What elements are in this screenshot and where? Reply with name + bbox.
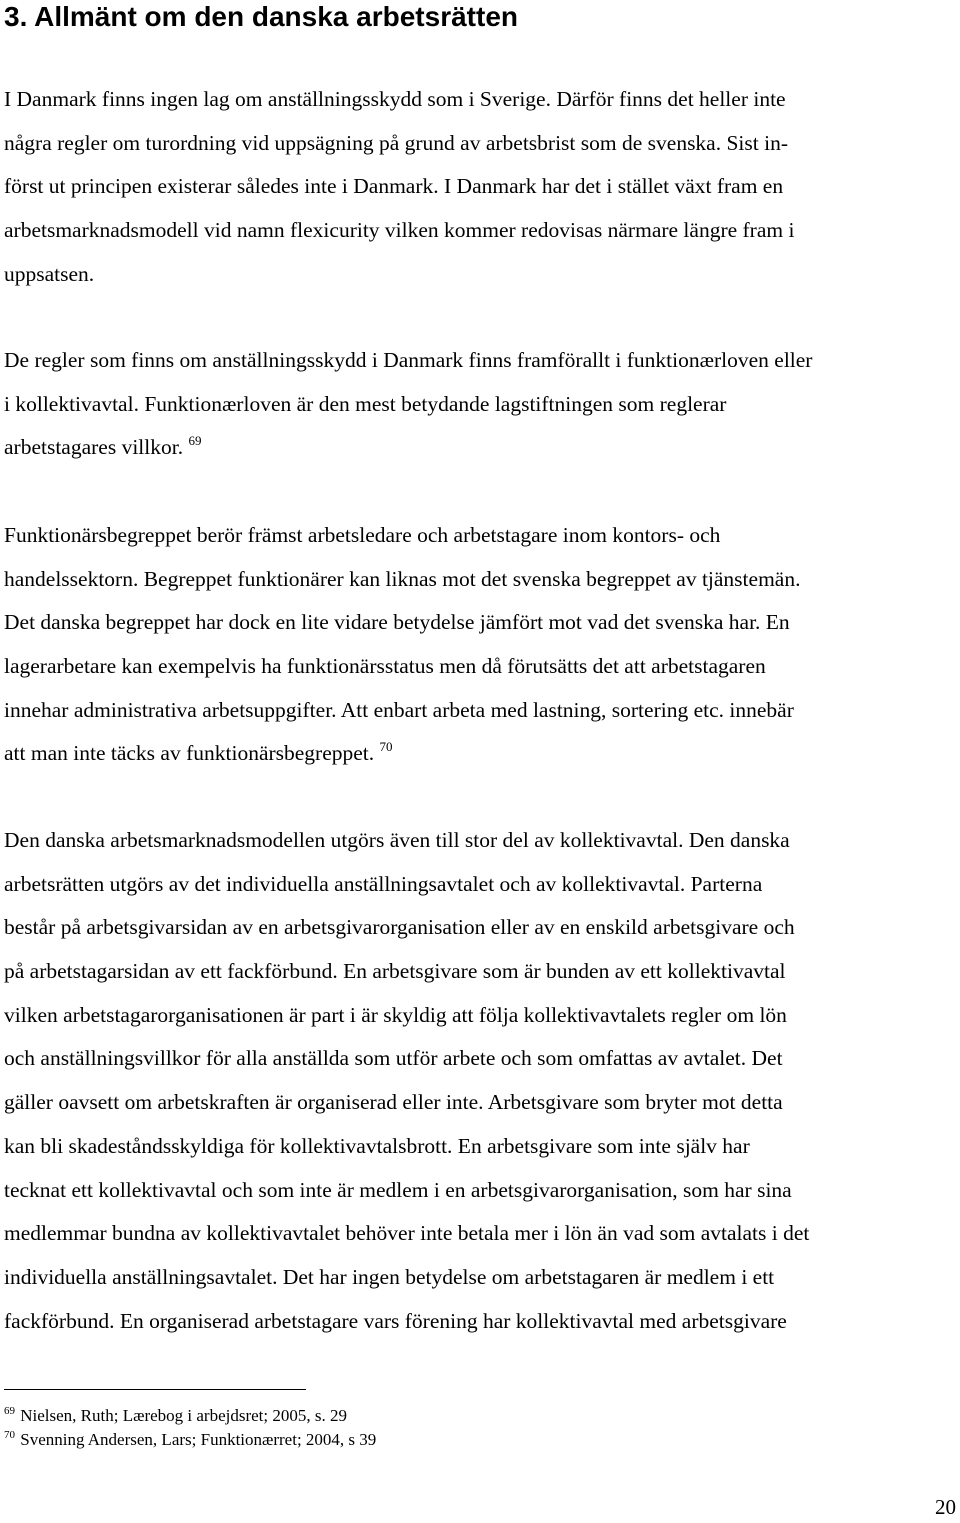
paragraph-2 [4,339,956,470]
page-number: 20 [935,1495,956,1519]
paragraph-line: innehar administrativa arbetsuppgifter. Att enbart arbeta med lastning, sortering etc. innebär [4,697,794,722]
paragraph-line: på arbetstagarsidan av ett fackförbund. En arbetsgivare som är bunden av ett kollektivavtal [4,959,786,984]
paragraph-line: De regler som finns om anställningsskydd i Danmark finns framförallt i funktionærloven eller [4,348,813,372]
footnote-70 [4,1429,376,1451]
paragraph-line: tecknat ett kollektivavtal och som inte är medlem i en arbetsgivarorganisation, som har sina [4,1177,792,1202]
paragraph-line: uppsatsen. [4,261,95,286]
paragraph-line: I Danmark finns ingen lag om anställningsskydd som i Sverige. Därför finns det heller inte [4,87,786,111]
paragraph-line: medlemmar bundna av kollektivavtalet behöver inte betala mer i lön än vad som avtalats i det [4,1221,810,1246]
paragraph-line: kan bli skadeståndsskyldiga för kollektivavtalsbrott. En arbetsgivare som inte själv har [4,1133,750,1158]
paragraph-line: Den danska arbetsmarknadsmodellen utgörs även till stor del av kollektivavtal. Den danska [4,828,790,852]
paragraph-line: består på arbetsgivarsidan av en arbetsgivarorganisation eller av en enskild arbetsgivare och [4,915,795,940]
section-heading: 3. Allmänt om den danska arbetsrätten [4,1,518,32]
footnote-separator [4,1389,306,1390]
paragraph-line-with-note [4,732,956,776]
paragraph-line: arbetsrätten utgörs av det individuella anställningsavtalet och av kollektivavtal. Parterna [4,871,763,896]
footnote-text: Nielsen, Ruth; Lærebog i arbejdsret; 2005, s. 29 [20,1406,347,1425]
footnote-number: 70 [4,1429,15,1441]
paragraph-line-text: att man inte täcks av funktionärsbegreppet. [4,741,375,766]
paragraph-line: och anställningsvillkor för alla anställda som utför arbete och som omfattas av avtalet. Det [4,1046,783,1071]
paragraph-line: några regler om turordning vid uppsägning på grund av arbetsbrist som de svenska. Sist in- [4,130,789,155]
paragraph-line: lagerarbetare kan exempelvis ha funktionärsstatus men då förutsätts det att arbetstagaren [4,654,766,679]
paragraph-line: gäller oavsett om arbetskraften är organiserad eller inte. Arbetsgivare som bryter mot detta [4,1090,783,1115]
paragraph-line: arbetsmarknadsmodell vid namn flexicurity vilken kommer redovisas närmare längre fram i [4,218,795,243]
footnote-69 [4,1405,347,1427]
footnote-number: 69 [4,1405,15,1417]
paragraph-line: handelssektorn. Begreppet funktionärer kan liknas mot det svenska begreppet av tjänstemän. [4,566,801,591]
paragraph-line-with-note [4,426,956,470]
paragraph-line: Funktionärsbegreppet berör främst arbetsledare och arbetstagare inom kontors- och [4,523,721,547]
paragraph-4 [4,819,956,1343]
paragraph-line: i kollektivavtal. Funktionærloven är den mest betydande lagstiftningen som reglerar [4,391,727,416]
paragraph-1 [4,78,956,296]
paragraph-line: fackförbund. En organiserad arbetstagare vars förening har kollektivavtal med arbetsgivare [4,1308,787,1333]
footnote-reference: 70 [379,739,393,755]
paragraph-line-text: arbetstagares villkor. [4,435,184,460]
paragraph-3 [4,514,956,776]
paragraph-line: först ut principen existerar således inte i Danmark. I Danmark har det i stället växt fram en [4,174,784,199]
paragraph-line: Det danska begreppet har dock en lite vidare betydelse jämfört mot vad det svenska har. En [4,610,790,635]
footnote-reference: 69 [188,433,202,449]
paragraph-line: individuella anställningsavtalet. Det har ingen betydelse om arbetstagaren är medlem i ett [4,1264,775,1289]
footnote-text: Svenning Andersen, Lars; Funktionærret; 2004, s 39 [20,1430,377,1449]
paragraph-line: vilken arbetstagarorganisationen är part i är skyldig att följa kollektivavtalets regler om lön [4,1002,787,1027]
